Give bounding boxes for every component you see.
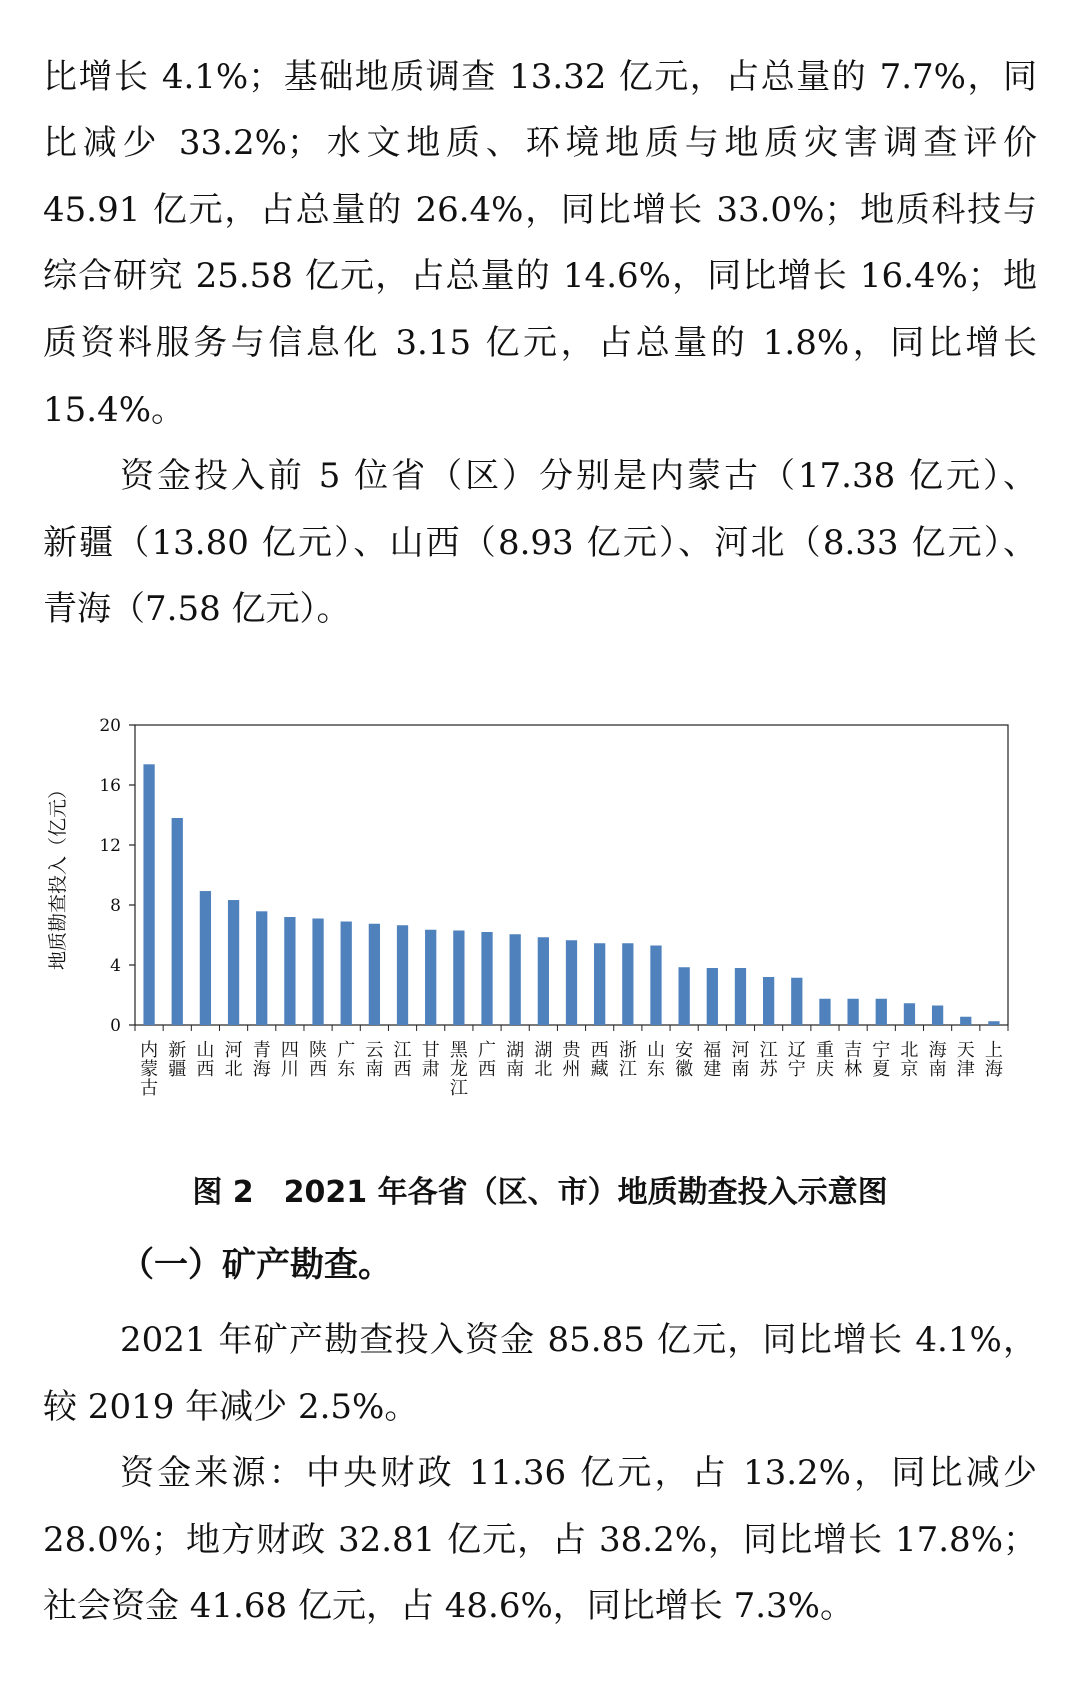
bar xyxy=(932,1006,943,1026)
x-tick-label: 福建 xyxy=(703,1040,722,1080)
x-tick-label: 广东 xyxy=(337,1040,356,1080)
y-tick-label: 4 xyxy=(110,956,121,976)
text-line: 比增长 4.1%；基础地质调查 13.32 亿元，占总量的 7.7%，同 xyxy=(43,57,1037,97)
x-tick-label: 青海 xyxy=(252,1040,271,1080)
x-tick-label: 黑龙江 xyxy=(449,1040,468,1099)
x-tick-label: 浙江 xyxy=(618,1040,637,1080)
x-tick-label: 安徽 xyxy=(675,1040,694,1080)
bar xyxy=(566,940,577,1025)
x-tick-label: 山东 xyxy=(646,1040,665,1080)
bar xyxy=(200,891,211,1025)
text-line: 2021 年矿产勘查投入资金 85.85 亿元，同比增长 4.1%， xyxy=(120,1320,1037,1360)
x-tick-label: 上海 xyxy=(984,1040,1003,1080)
x-tick-label: 重庆 xyxy=(815,1040,834,1080)
x-tick-label: 甘肃 xyxy=(421,1040,440,1080)
x-tick-label: 陕西 xyxy=(309,1040,328,1080)
text-line: 质资料服务与信息化 3.15 亿元，占总量的 1.8%，同比增长 xyxy=(43,323,1037,363)
x-tick-label: 北京 xyxy=(900,1040,919,1080)
text-line: 资金来源：中央财政 11.36 亿元，占 13.2%，同比减少 xyxy=(120,1453,1037,1493)
x-tick-label: 湖北 xyxy=(534,1040,553,1080)
x-tick-label: 贵州 xyxy=(562,1040,581,1080)
bar xyxy=(679,967,690,1025)
bar xyxy=(876,999,887,1025)
y-tick-label: 12 xyxy=(99,836,121,856)
x-tick-label: 江苏 xyxy=(759,1040,778,1080)
x-tick-label: 西藏 xyxy=(590,1040,609,1080)
section-heading: （一）矿产勘查。 xyxy=(120,1245,392,1285)
bar xyxy=(510,934,521,1025)
bar xyxy=(904,1003,915,1025)
x-tick-label: 广西 xyxy=(478,1040,497,1080)
text-line: 比减少 33.2%；水文地质、环境地质与地质灾害调查评价 xyxy=(43,123,1037,163)
x-tick-label: 江西 xyxy=(393,1040,412,1080)
x-tick-label: 天津 xyxy=(956,1040,975,1080)
x-tick-label: 山西 xyxy=(196,1040,215,1080)
bar xyxy=(622,943,633,1025)
x-tick-label: 新疆 xyxy=(168,1040,187,1080)
bar xyxy=(397,925,408,1025)
bar xyxy=(453,931,464,1026)
x-tick-label: 四川 xyxy=(280,1040,299,1080)
bar xyxy=(481,932,492,1025)
y-tick-label: 16 xyxy=(99,776,121,796)
bar xyxy=(425,930,436,1025)
bar xyxy=(312,919,323,1026)
bar xyxy=(538,937,549,1025)
x-tick-label: 吉林 xyxy=(844,1040,863,1080)
text-line: 28.0%；地方财政 32.81 亿元，占 38.2%，同比增长 17.8%； xyxy=(43,1520,1037,1560)
bar xyxy=(172,818,183,1025)
bar xyxy=(763,977,774,1025)
bar xyxy=(341,922,352,1026)
bar xyxy=(228,900,239,1025)
y-tick-label: 20 xyxy=(99,716,121,736)
province-investment-bar-chart xyxy=(40,715,1040,1155)
text-line: 15.4%。 xyxy=(43,390,186,430)
y-tick-label: 8 xyxy=(110,896,121,916)
bar xyxy=(594,943,605,1025)
text-line: 45.91 亿元，占总量的 26.4%，同比增长 33.0%；地质科技与 xyxy=(43,190,1037,230)
x-tick-label: 宁夏 xyxy=(872,1040,891,1080)
text-line: 青海（7.58 亿元）。 xyxy=(43,589,351,629)
x-tick-label: 云南 xyxy=(365,1040,384,1080)
bar xyxy=(791,978,802,1025)
bar xyxy=(988,1021,999,1025)
y-tick-label: 0 xyxy=(110,1016,121,1036)
bar xyxy=(650,946,661,1026)
text-line: 资金投入前 5 位省（区）分别是内蒙古（17.38 亿元）、 xyxy=(120,456,1037,496)
bar xyxy=(707,968,718,1025)
bar xyxy=(847,999,858,1025)
x-tick-label: 内蒙古 xyxy=(140,1040,159,1099)
bar xyxy=(256,911,267,1025)
y-axis-label: 地质勘查投入（亿元） xyxy=(47,779,69,971)
bar xyxy=(369,924,380,1025)
text-line: 综合研究 25.58 亿元，占总量的 14.6%，同比增长 16.4%；地 xyxy=(43,256,1037,296)
figure-caption: 图 2 2021 年各省（区、市）地质勘查投入示意图 xyxy=(192,1175,888,1210)
x-tick-label: 辽宁 xyxy=(787,1040,806,1080)
bar xyxy=(143,764,154,1025)
x-tick-label: 海南 xyxy=(928,1040,947,1080)
x-tick-label: 河南 xyxy=(731,1040,750,1080)
bar xyxy=(960,1017,971,1025)
bar xyxy=(819,999,830,1025)
text-line: 较 2019 年减少 2.5%。 xyxy=(43,1387,419,1427)
bar xyxy=(284,917,295,1025)
text-line: 新疆（13.80 亿元）、山西（8.93 亿元）、河北（8.33 亿元）、 xyxy=(43,523,1037,563)
x-tick-label: 湖南 xyxy=(506,1040,525,1080)
text-line: 社会资金 41.68 亿元，占 48.6%，同比增长 7.3%。 xyxy=(43,1586,854,1626)
x-tick-label: 河北 xyxy=(224,1040,243,1080)
bar xyxy=(735,968,746,1025)
